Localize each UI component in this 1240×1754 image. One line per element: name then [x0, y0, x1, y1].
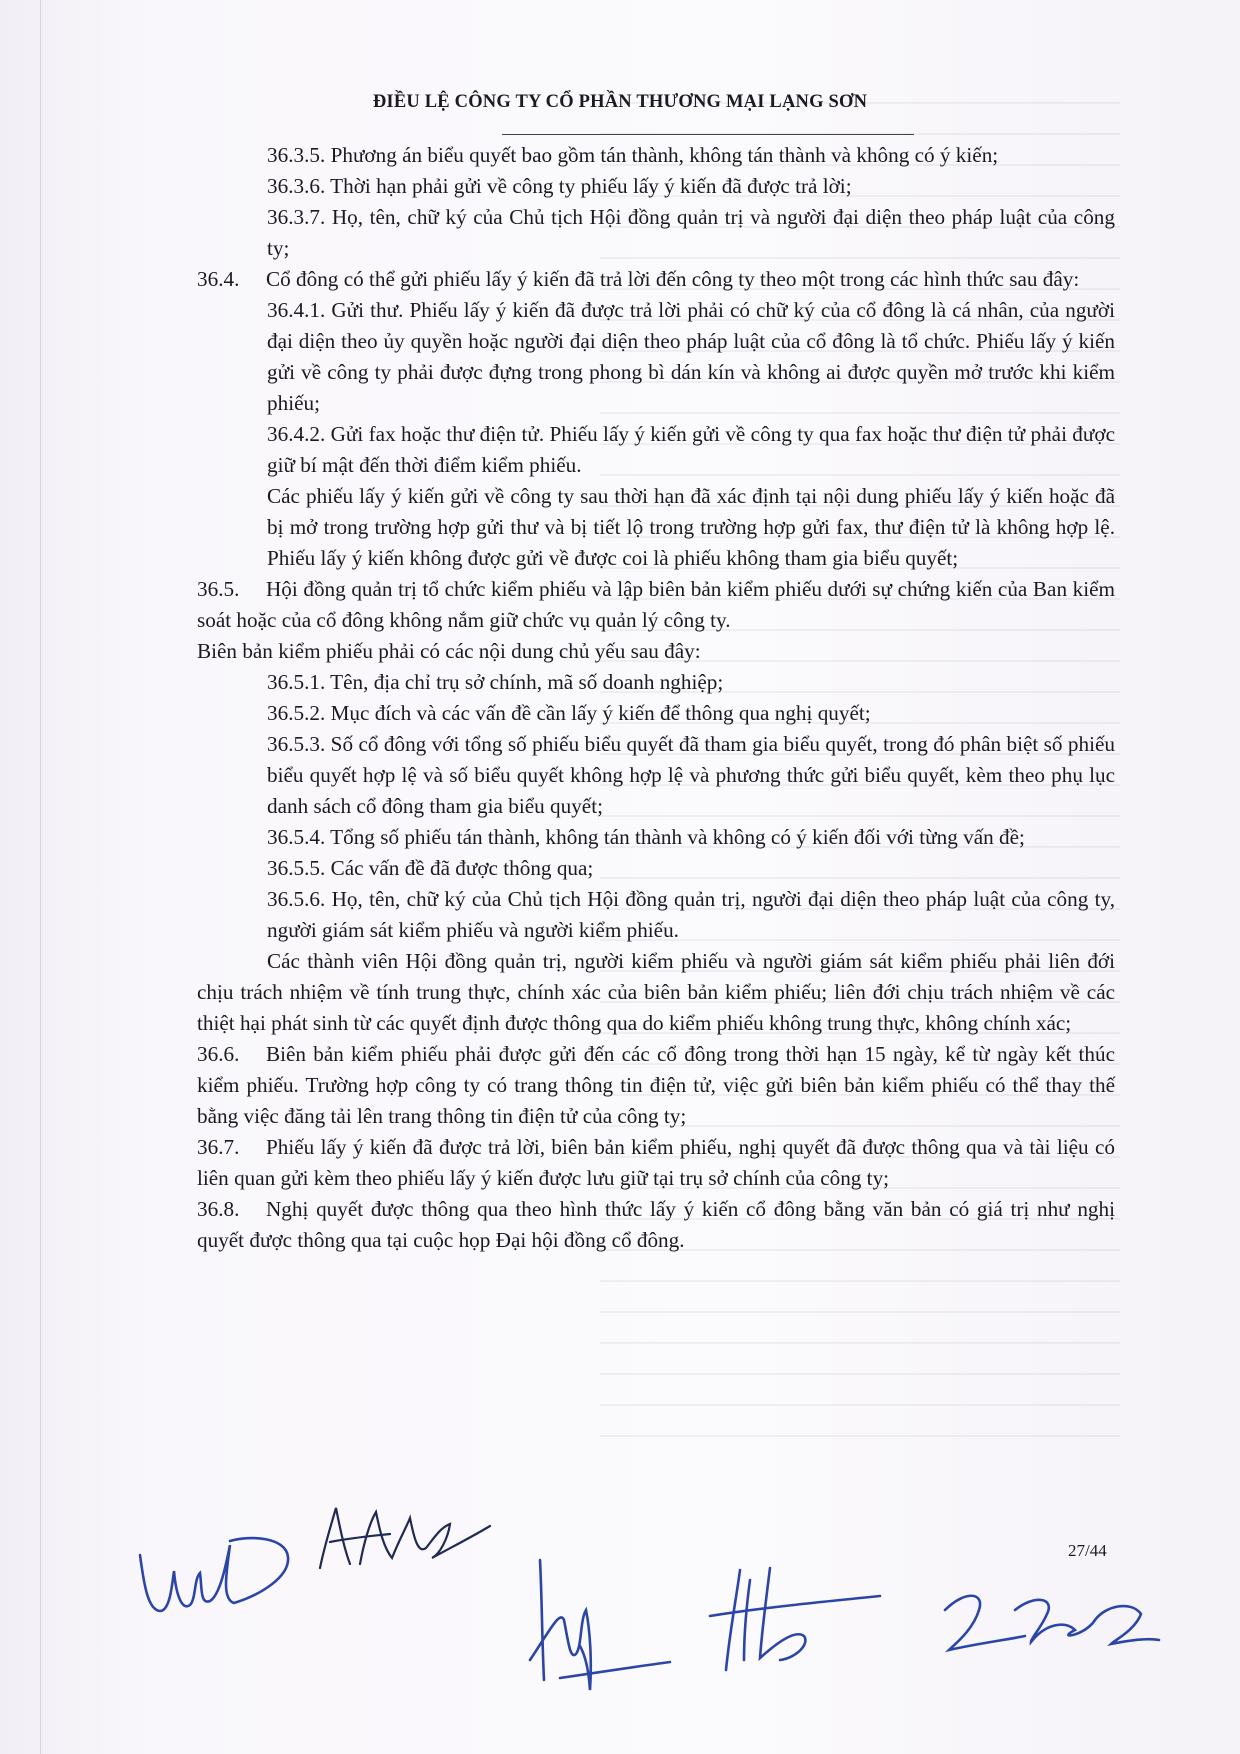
item-36-5-4: 36.5.4. Tổng số phiếu tán thành, không tán thành và không có ý kiến đối với từng vấn đề; [267, 825, 1025, 849]
item-36-8-number: 36.8. [197, 1197, 240, 1221]
item-36-4-1: 36.4.1. Gửi thư. Phiếu lấy ý kiến đã được trả lời phải có chữ ký của cổ đông là cá nhân, của người đại diện theo ủy quyền hoặc người đại diện theo pháp luật của cổ đông là tổ chức. Phiếu lấy ý kiến gửi về công ty phải được đựng trong phong bì dán kín và không ai được quyền mở trước khi kiểm phiếu; [267, 298, 1115, 415]
signature-1 [130, 1515, 310, 1625]
item-36-7 [197, 1132, 1115, 1194]
page-header: ĐIỀU LỆ CÔNG TY CỔ PHẦN THƯƠNG MẠI LẠNG SƠN [372, 92, 868, 112]
item-36-4-2: 36.4.2. Gửi fax hoặc thư điện tử. Phiếu lấy ý kiến gửi về công ty qua fax hoặc thư điện tử phải được giữ bí mật đến thời điểm kiểm phiếu. [267, 422, 1115, 477]
item-36-6 [197, 1039, 1115, 1132]
item-36-5-number: 36.5. [197, 577, 240, 601]
signature-2 [300, 1498, 500, 1578]
item-36-7-text: Phiếu lấy ý kiến đã được trả lời, biên bản kiểm phiếu, nghị quyết đã được thông qua và tài liệu có liên quan gửi kèm theo phiếu lấy ý kiến được lưu giữ tại trụ sở chính của công ty; [197, 1135, 1115, 1190]
item-36-5-3: 36.5.3. Số cổ đông với tổng số phiếu biểu quyết đã tham gia biểu quyết, trong đó phân biệt số phiếu biểu quyết hợp lệ và số biểu quyết không hợp lệ và phương thức gửi biểu quyết, kèm theo phụ lục danh sách cổ đông tham gia biểu quyết; [267, 732, 1115, 818]
item-36-4-note: Các phiếu lấy ý kiến gửi về công ty sau thời hạn đã xác định tại nội dung phiếu lấy ý kiến hoặc đã bị mở trong trường hợp gửi thư và bị tiết lộ trong trường hợp gửi fax, thư điện tử là không hợp lệ. Phiếu lấy ý kiến không được gửi về được coi là phiếu không tham gia biểu quyết; [267, 484, 1115, 570]
item-36-6-text: Biên bản kiểm phiếu phải được gửi đến các cổ đông trong thời hạn 15 ngày, kể từ ngày kết thúc kiểm phiếu. Trường hợp công ty có trang thông tin điện tử, việc gửi biên bản kiểm phiếu có thể thay thế bằng việc đăng tải lên trang thông tin điện tử của công ty; [197, 1042, 1115, 1128]
item-36-5 [197, 574, 1115, 636]
item-36-3-7: 36.3.7. Họ, tên, chữ ký của Chủ tịch Hội đồng quản trị và người đại diện theo pháp luật của công ty; [267, 205, 1115, 260]
item-36-4 [197, 264, 1115, 295]
item-36-8-text: Nghị quyết được thông qua theo hình thức lấy ý kiến cổ đông bằng văn bản có giá trị như nghị quyết được thông qua tại cuộc họp Đại hội đồng cổ đông. [197, 1197, 1115, 1252]
signature-4 [700, 1560, 890, 1680]
item-36-4-number: 36.4. [197, 267, 240, 291]
item-36-8 [197, 1194, 1115, 1256]
page-edge-line [40, 0, 41, 1754]
item-36-3-5: 36.3.5. Phương án biểu quyết bao gồm tán thành, không tán thành và không có ý kiến; [267, 143, 999, 167]
signature-3 [520, 1550, 680, 1700]
item-36-5-note: Các thành viên Hội đồng quản trị, người kiểm phiếu và người giám sát kiểm phiếu phải liên đới chịu trách nhiệm về tính trung thực, chính xác của biên bản kiểm phiếu; liên đới chịu trách nhiệm về các thiệt hại phát sinh từ các quyết định được thông qua do kiểm phiếu không trung thực, không chính xác; [197, 949, 1115, 1035]
item-36-7-number: 36.7. [197, 1135, 240, 1159]
item-36-5-1: 36.5.1. Tên, địa chỉ trụ sở chính, mã số doanh nghiệp; [267, 670, 724, 694]
item-36-4-text: Cổ đông có thể gửi phiếu lấy ý kiến đã trả lời đến công ty theo một trong các hình thức sau đây: [266, 267, 1080, 291]
item-36-5-6: 36.5.6. Họ, tên, chữ ký của Chủ tịch Hội đồng quản trị, người đại diện theo pháp luật của công ty, người giám sát kiểm phiếu và người kiểm phiếu. [267, 887, 1115, 942]
item-36-5-5: 36.5.5. Các vấn đề đã được thông qua; [267, 856, 594, 880]
item-36-6-number: 36.6. [197, 1042, 240, 1066]
page-number: 27/44 [1068, 1541, 1107, 1560]
item-36-5-2: 36.5.2. Mục đích và các vấn đề cần lấy ý kiến để thông qua nghị quyết; [267, 701, 871, 725]
document-body [197, 140, 1115, 1256]
item-36-5-text: Hội đồng quản trị tổ chức kiểm phiếu và lập biên bản kiểm phiếu dưới sự chứng kiến của Ban kiểm soát hoặc của cổ đông không nắm giữ chức vụ quản lý công ty. [197, 577, 1115, 632]
signature-5 [935, 1580, 1165, 1670]
item-36-5-intro: Biên bản kiểm phiếu phải có các nội dung chủ yếu sau đây: [197, 639, 701, 663]
header-underline [502, 134, 914, 135]
item-36-3-6: 36.3.6. Thời hạn phải gửi về công ty phiếu lấy ý kiến đã được trả lời; [267, 174, 852, 198]
